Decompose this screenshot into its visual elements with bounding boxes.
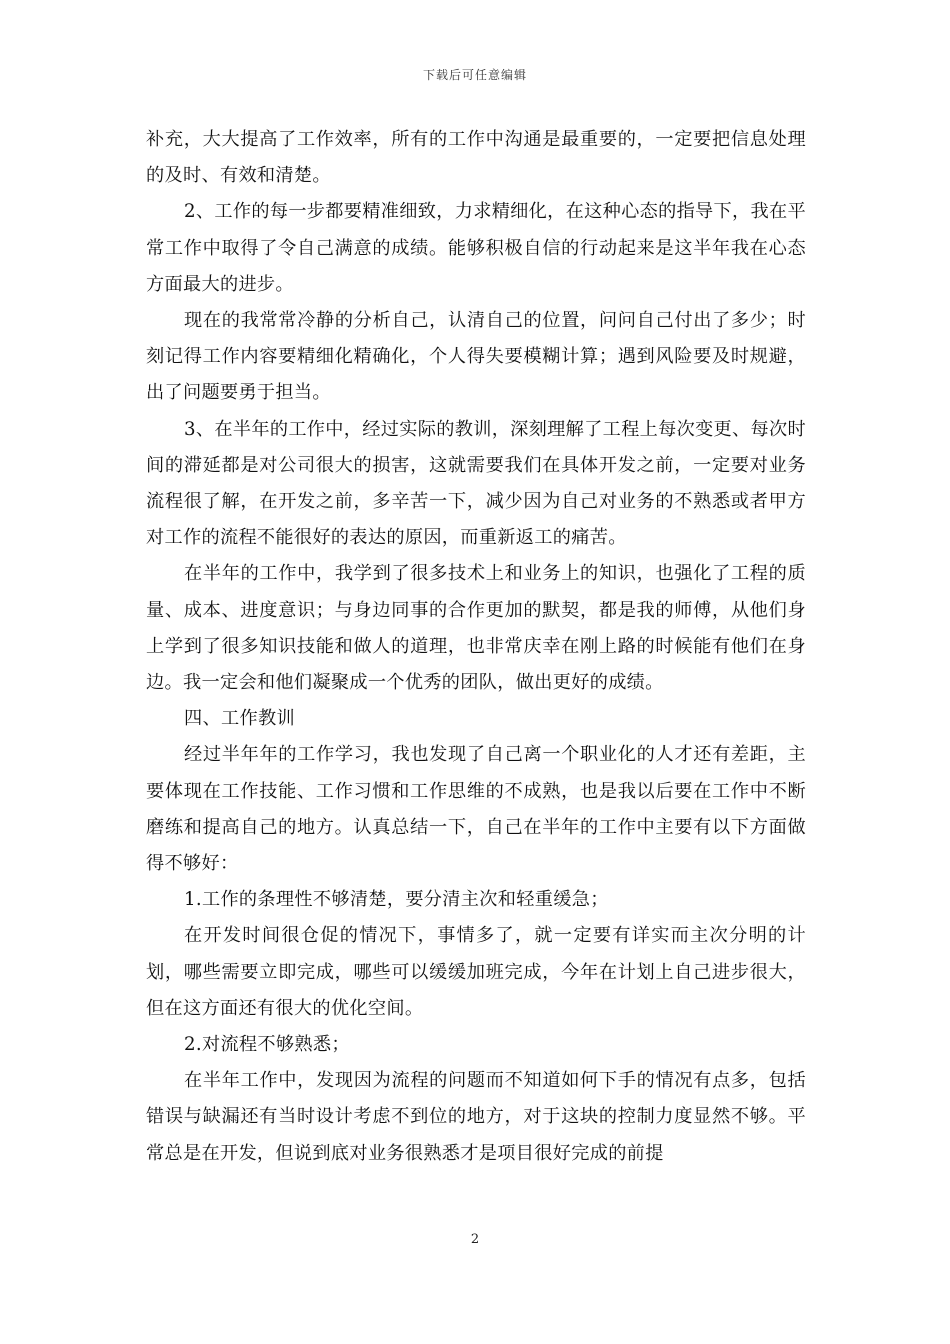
page-header: 下载后可任意编辑 [422,68,527,82]
paragraph-3: 现在的我常常冷静的分析自己，认清自己的位置，问问自己付出了多少；时刻记得工作内容要精细化精确化，个人得失要模糊计算；遇到风险要及时规避，出了问题要勇于担当。 [146,310,806,404]
paragraph-2: 2、工作的每一步都要精准细致，力求精细化，在这种心态的指导下，我在平常工作中取得了令自己满意的成绩。能够积极自信的行动起来是这半年我在心态方面最大的进步。 [146,201,806,295]
paragraph-8: 在半年工作中，发现因为流程的问题而不知道如何下手的情况有点多，包括错误与缺漏还有当时设计考虑不到位的地方，对于这块的控制力度显然不够。平常总是在开发，但说到底对业务很熟悉才是项目很好完成的前提 [146,1070,806,1164]
document-body [146,122,806,1172]
page-number: 2 [470,1232,480,1247]
paragraph-4: 3、在半年的工作中，经过实际的教训，深刻理解了工程上每次变更、每次时间的滞延都是对公司很大的损害，这就需要我们在具体开发之前，一定要对业务流程很了解，在开发之前，多辛苦一下，减少因为自己对业务的不熟悉或者甲方对工作的流程不能很好的表达的原因，而重新返工的痛苦。 [146,418,806,549]
paragraph-6: 经过半年年的工作学习，我也发现了自己离一个职业化的人才还有差距，主要体现在工作技能、工作习惯和工作思维的不成熟，也是我以后要在工作中不断磨练和提高自己的地方。认真总结一下，自己在半年的工作中主要有以下方面做得不够好： [146,744,806,875]
paragraph-1: 补充，大大提高了工作效率，所有的工作中沟通是最重要的，一定要把信息处理的及时、有效和清楚。 [146,129,806,187]
paragraph-7: 在开发时间很仓促的情况下，事情多了，就一定要有详实而主次分明的计划，哪些需要立即完成，哪些可以缓缓加班完成，今年在计划上自己进步很大，但在这方面还有很大的优化空间。 [146,925,806,1019]
section-heading-lessons: 四、工作教训 [184,708,295,730]
list-item-2: 2.对流程不够熟悉； [184,1034,350,1056]
paragraph-5: 在半年的工作中，我学到了很多技术上和业务上的知识，也强化了工程的质量、成本、进度意识；与身边同事的合作更加的默契，都是我的师傅，从他们身上学到了很多知识技能和做人的道理，也非常庆幸在刚上路的时候能有他们在身边。我一定会和他们凝聚成一个优秀的团队，做出更好的成绩。 [146,563,806,694]
list-item-1: 1.工作的条理性不够清楚，要分清主次和轻重缓急； [184,889,609,911]
